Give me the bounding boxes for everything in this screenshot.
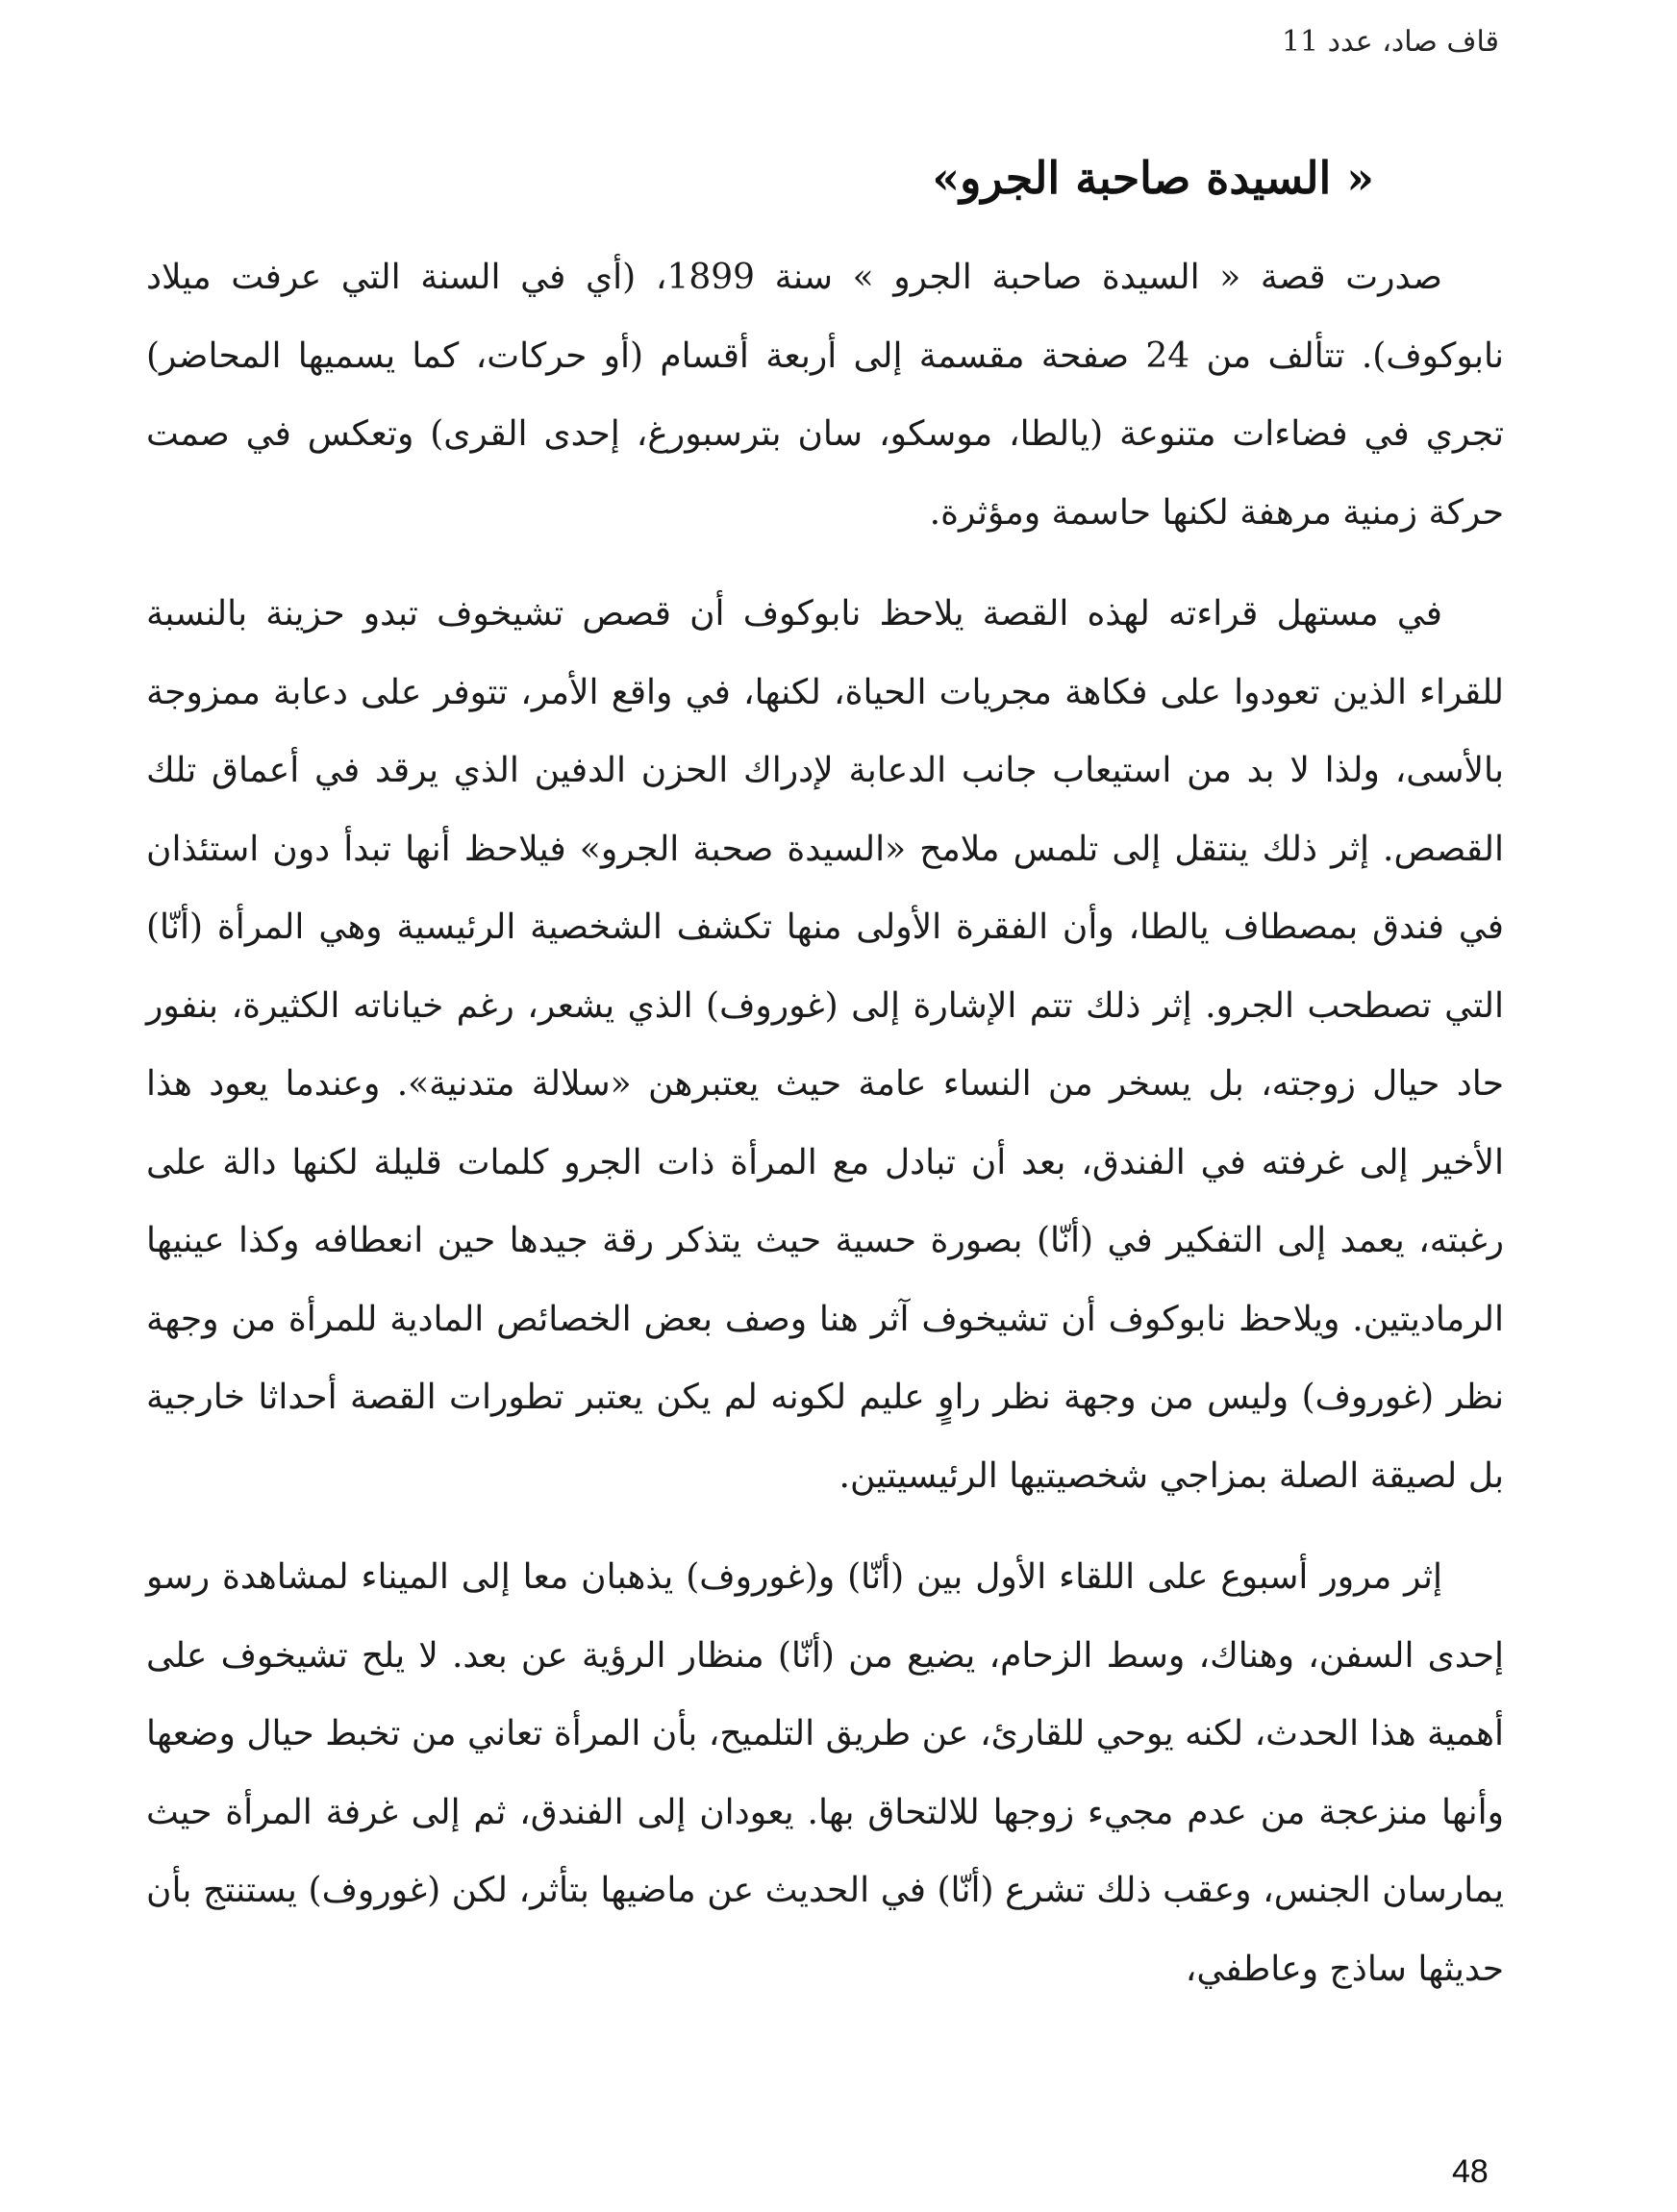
running-head: قاف صاد، عدد 11 xyxy=(1281,25,1499,59)
paragraph: إثر مرور أسبوع على اللقاء الأول بين (أنّا) و(غوروف) يذهبان معا إلى الميناء لمشاهدة رسو إحدى السفن، وهناك، وسط الزحام، يضيع من (أنّا) منظار الرؤية عن بعد. لا يلح تشيخوف على أهمية هذا الحدث، لكنه يوحي للقارئ، عن طريق التلميح، بأن المرأة تعاني من تخبط حيال وضعها وأنها منزعجة من عدم مجيء زوجها للالتحاق بها. يعودان إلى الفندق، ثم إلى غرفة المرأة حيث يمارسان الجنس، وعقب ذلك تشرع (أنّا) في الحديث عن ماضيها بتأثر، لكن (غوروف) يستنتج بأن حديثها ساذج وعاطفي، xyxy=(146,1557,1504,1989)
article-body xyxy=(146,238,1504,2031)
paragraph: في مستهل قراءته لهذه القصة يلاحظ نابوكوف أن قصص تشيخوف تبدو حزينة بالنسبة للقراء الذين تعودوا على فكاهة مجريات الحياة، لكنها، في واقع الأمر، تتوفر على دعابة ممزوجة بالأسى، ولذا لا بد من استيعاب جانب الدعابة لإدراك الحزن الدفين الذي يرقد في أعماق تلك القصص. إثر ذلك ينتقل إلى تلمس ملامح «السيدة صحبة الجرو» فيلاحظ أنها تبدأ دون استئذان في فندق بمصطاف يالطا، وأن الفقرة الأولى منها تكشف الشخصية الرئيسية وهي المرأة (أنّا) التي تصطحب الجرو. إثر ذلك تتم الإشارة إلى (غوروف) الذي يشعر، رغم خياناته الكثيرة، بنفور حاد حيال زوجته، بل يسخر من النساء عامة حيث يعتبرهن «سلالة متدنية». وعندما يعود هذا الأخير إلى غرفته في الفندق، بعد أن تبادل مع المرأة ذات الجرو كلمات قليلة لكنها دالة على رغبته، يعمد إلى التفكير في (أنّا) بصورة حسية حيث يتذكر رقة جيدها حين انعطافه وكذا عينيها الرماديتين. ويلاحظ نابوكوف أن تشيخوف آثر هنا وصف بعض الخصائص المادية للمرأة من وجهة نظر (غوروف) وليس من وجهة نظر راوٍ عليم لكونه لم يكن يعتبر تطورات القصة أحداثا خارجية بل لصيقة الصلة بمزاجي شخصيتيها الرئيسيتين. xyxy=(146,594,1505,1496)
paragraph: صدرت قصة « السيدة صاحبة الجرو » سنة 1899، (أي في السنة التي عرفت ميلاد نابوكوف). تتألف من 24 صفحة مقسمة إلى أربعة أقسام (أو حركات، كما يسميها المحاضر) تجري في فضاءات متنوعة (يالطا، موسكو، سان بترسبورغ، إحدى القرى) وتعكس في صمت حركة زمنية مرهفة لكنها حاسمة ومؤثرة. xyxy=(146,258,1504,533)
page-number: 48 xyxy=(1452,2153,1489,2190)
article-title: « السيدة صاحبة الجرو» xyxy=(932,152,1374,204)
